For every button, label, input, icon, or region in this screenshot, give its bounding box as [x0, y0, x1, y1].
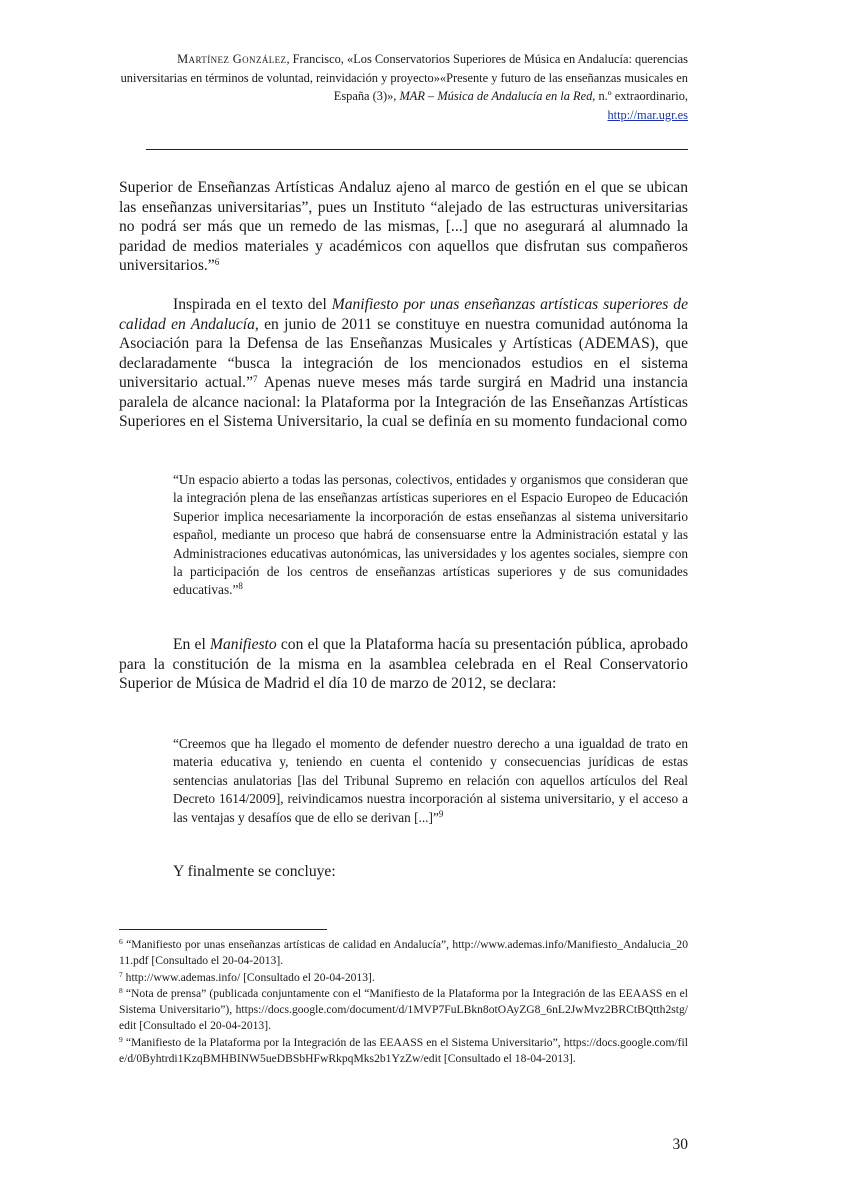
paragraph-2-lead: Inspirada en el texto del	[173, 296, 332, 313]
paragraph-2	[119, 295, 688, 432]
block-quote-2	[173, 735, 688, 827]
paragraph-2-end: Apenas nueve meses más tarde surgirá en Madrid una instancia paralela de alcance nacional: la Plataforma por la Integración de las Enseñanzas Artísticas Superiores en el Sistema Universitario, la cual se definía en su momento fundacional como	[119, 374, 688, 430]
footnote-text: “Manifiesto de la Plataforma por la Integración de las EEAASS en el Sistema Universitario”, https://docs.google.com/file/d/0Byhtrdi1KzqBMHBINW5ueDBSbHFwRkpqMks2b1YzZw/edit [Consultado el 18-04-2013].	[119, 1035, 688, 1066]
header-citation: , Francisco, «Los Conservatorios Superiores de Música en Andalucía: querencias universitarias en términos de voluntad, reinvidación y proyecto»«Presente y futuro de las enseñanzas musicales en España (3)»,	[120, 52, 688, 103]
footnote-ref-6[interactable]: 6	[214, 257, 220, 267]
paragraph-4	[119, 862, 688, 882]
manifiesto-title: Manifiesto por unas enseñanzas artísticas superiores de calidad en Andalucía	[119, 296, 688, 333]
page-number: 30	[672, 1136, 688, 1153]
paragraph-1	[119, 178, 688, 276]
header-author-name: Martínez González	[177, 52, 287, 66]
footnotes	[119, 937, 688, 1067]
header-url-link[interactable]: http://mar.ugr.es	[607, 107, 688, 122]
footnote-text: “Nota de prensa” (publicada conjuntamente con el “Manifiesto de la Plataforma por la Integración de las EEAASS en el Sistema Universitario”), https://docs.google.com/document/d/1MVP7FuLBkn8otOAyZG8_6nL2JwMvz2BRCtBQtth2stg/edit [Consultado el 20-04-2013].	[119, 986, 688, 1033]
footnote-number: 6	[119, 937, 123, 946]
footnote-ref-9[interactable]: 9	[438, 808, 444, 819]
footnote-number: 8	[119, 985, 123, 995]
footnote-6	[119, 937, 688, 970]
manifiesto-short-title: Manifiesto	[209, 636, 277, 653]
footnote-7	[119, 970, 688, 986]
header-rule	[146, 149, 688, 150]
footnote-9	[119, 1035, 688, 1068]
paragraph-1-text: Superior de Enseñanzas Artísticas Andaluz ajeno al marco de gestión en el que se ubican las enseñanzas universitarias”, pues un Instituto “alejado de las estructuras universitarias no podrá ser más que un remedo de las mismas, [...] que no asegurará al alumnado la paridad de medios materiales y académicos con aquellos que disfrutan sus compañeros universitarios.”	[119, 179, 688, 274]
footnote-ref-8[interactable]: 8	[238, 581, 243, 592]
block-quote-2-text: “Creemos que ha llegado el momento de defender nuestro derecho a una igualdad de trato en materia educativa y, teniendo en cuenta el contenido y consecuencias jurídicas de estas sentencias anulatorias [las del Tribunal Supremo en relación con aquellos artículos del Real Decreto 1614/2009], reivindicamos nuestra incorporación al sistema universitario, y el acceso a las ventajas y desafíos que de ello se derivan [...]”	[173, 736, 688, 825]
header-issue: n.º extraordinario,	[595, 89, 688, 103]
paragraph-4-text: Y finalmente se concluye:	[173, 863, 336, 880]
footnote-number: 9	[119, 1034, 123, 1044]
footnote-text: http://www.ademas.info/ [Consultado el 20-04-2013].	[125, 970, 375, 984]
footnote-separator	[119, 929, 327, 930]
block-quote-1-text: “Un espacio abierto a todas las personas, colectivos, entidades y organismos que consideran que la integración plena de las enseñanzas artísticas superiores en el Espacio Europeo de Educación Superior implica necesariamente la incorporación de estas enseñanzas al sistema universitario español, mediante un proceso que habrá de consensuarse entre la Administración estatal y las Administraciones educativas autonómicas, las universidades y los agentes sociales, siempre con la participación de los centros de enseñanzas artísticas superiores y de sus comunidades educativas.”	[173, 472, 688, 598]
header-journal: MAR – Música de Andalucía en la Red,	[399, 89, 596, 103]
running-header	[118, 50, 688, 124]
paragraph-3-text: con el que la Plataforma hacía su presentación pública, aprobado para la constitución de la misma en la asamblea celebrada en el Real Conservatorio Superior de Música de Madrid el día 10 de marzo de 2012, se declara:	[119, 636, 689, 692]
footnote-ref-7[interactable]: 7	[253, 374, 258, 384]
footnote-number: 7	[119, 969, 123, 979]
footnote-8	[119, 986, 688, 1035]
paragraph-3-lead: En el	[173, 636, 210, 653]
paragraph-2-middle: , en junio de 2011 se constituye en nuestra comunidad autónoma la Asociación para la Defensa de las Enseñanzas Musicales y Artísticas (ADEMAS), que declaradamente “busca la integración de los mencionados estudios en el sistema universitario actual.”	[119, 315, 689, 391]
paragraph-3	[119, 635, 688, 694]
footnote-text: “Manifiesto por unas enseñanzas artísticas de calidad en Andalucía”, http://www.ademas.info/Manifiesto_Andalucia_2011.pdf [Consultado el 20-04-2013].	[119, 938, 688, 968]
block-quote-1	[173, 471, 688, 600]
